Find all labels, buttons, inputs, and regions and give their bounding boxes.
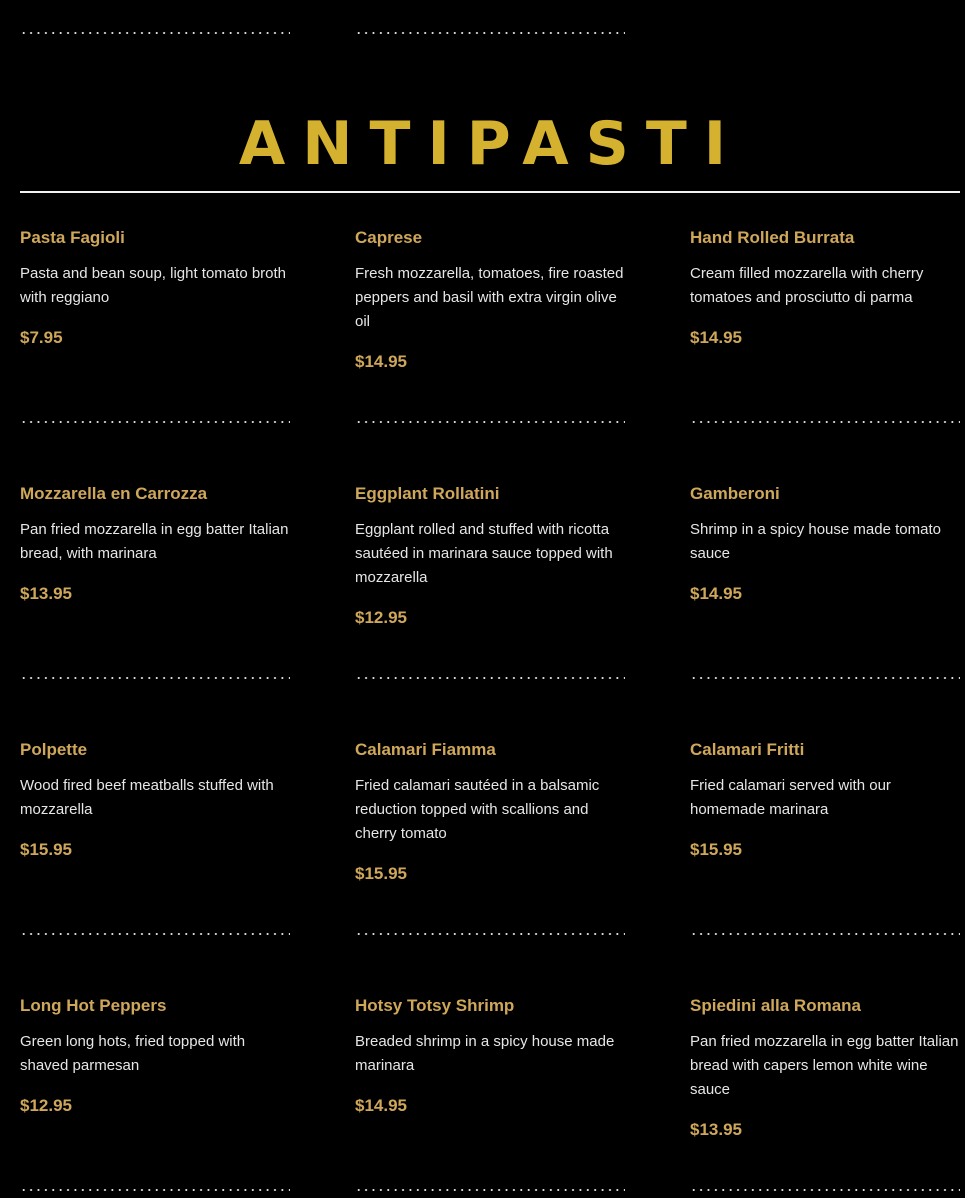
menu-item xyxy=(20,739,295,861)
dotted-divider xyxy=(20,421,290,423)
item-name: Eggplant Rollatini xyxy=(355,484,500,503)
item-description: Pan fried mozzarella in egg batter Italian bread with capers lemon white wine sauce xyxy=(690,1033,959,1098)
dotted-divider xyxy=(690,933,960,935)
dotted-divider xyxy=(20,1189,290,1191)
item-name: Caprese xyxy=(355,228,423,247)
item-price: $14.95 xyxy=(355,1096,407,1115)
item-description: Fried calamari sautéed in a balsamic reduction topped with scallions and cherry tomato xyxy=(355,777,600,842)
item-price: $14.95 xyxy=(690,584,742,603)
item-name: Long Hot Peppers xyxy=(20,996,167,1015)
item-description: Pasta and bean soup, light tomato broth with reggiano xyxy=(20,265,287,306)
item-price: $13.95 xyxy=(20,584,72,603)
section-divider xyxy=(20,191,960,193)
menu-item xyxy=(355,739,630,885)
item-price: $7.95 xyxy=(20,328,63,347)
menu-item xyxy=(20,995,295,1117)
menu-item xyxy=(355,227,630,373)
dotted-divider xyxy=(690,677,960,679)
item-price: $15.95 xyxy=(690,840,742,859)
item-description: Shrimp in a spicy house made tomato sauce xyxy=(690,521,941,562)
item-price: $14.95 xyxy=(690,328,742,347)
item-name: Pasta Fagioli xyxy=(20,228,125,247)
item-name: Calamari Fiamma xyxy=(355,740,496,759)
dotted-divider xyxy=(20,933,290,935)
dotted-divider xyxy=(355,32,625,34)
item-price: $15.95 xyxy=(355,864,407,883)
menu-item xyxy=(690,995,965,1141)
item-description: Green long hots, fried topped with shaved parmesan xyxy=(20,1033,246,1074)
menu-item xyxy=(690,739,965,861)
section-title: ANTIPASTI xyxy=(238,109,744,179)
item-name: Mozzarella en Carrozza xyxy=(20,484,208,503)
item-name: Polpette xyxy=(20,740,88,759)
item-name: Hand Rolled Burrata xyxy=(690,228,855,247)
item-name: Calamari Fritti xyxy=(690,740,805,759)
item-name: Gamberoni xyxy=(690,484,780,503)
item-price: $14.95 xyxy=(355,352,407,371)
dotted-divider xyxy=(20,32,290,34)
item-description: Breaded shrimp in a spicy house made marinara xyxy=(355,1033,615,1074)
menu-item xyxy=(20,227,295,349)
menu-item xyxy=(20,483,295,605)
menu-item xyxy=(355,483,630,629)
menu-item xyxy=(690,227,965,349)
item-price: $12.95 xyxy=(20,1096,72,1115)
item-description: Fresh mozzarella, tomatoes, fire roasted peppers and basil with extra virgin olive oil xyxy=(355,265,624,330)
item-price: $15.95 xyxy=(20,840,72,859)
item-price: $12.95 xyxy=(355,608,407,627)
item-price: $13.95 xyxy=(690,1120,742,1139)
item-description: Eggplant rolled and stuffed with ricotta sautéed in marinara sauce topped with mozzarella xyxy=(355,521,613,586)
item-description: Cream filled mozzarella with cherry tomatoes and prosciutto di parma xyxy=(690,265,924,306)
dotted-divider xyxy=(690,421,960,423)
item-description: Pan fried mozzarella in egg batter Italian bread, with marinara xyxy=(20,521,289,562)
dotted-divider xyxy=(355,1189,625,1191)
item-description: Wood fired beef meatballs stuffed with mozzarella xyxy=(20,777,274,818)
item-name: Hotsy Totsy Shrimp xyxy=(355,996,515,1015)
dotted-divider xyxy=(355,421,625,423)
dotted-divider xyxy=(355,933,625,935)
menu-item xyxy=(690,483,965,605)
dotted-divider xyxy=(20,677,290,679)
dotted-divider xyxy=(355,677,625,679)
menu-item xyxy=(355,995,630,1117)
item-description: Fried calamari served with our homemade marinara xyxy=(690,777,891,818)
dotted-divider xyxy=(690,1189,960,1191)
item-name: Spiedini alla Romana xyxy=(690,996,861,1015)
